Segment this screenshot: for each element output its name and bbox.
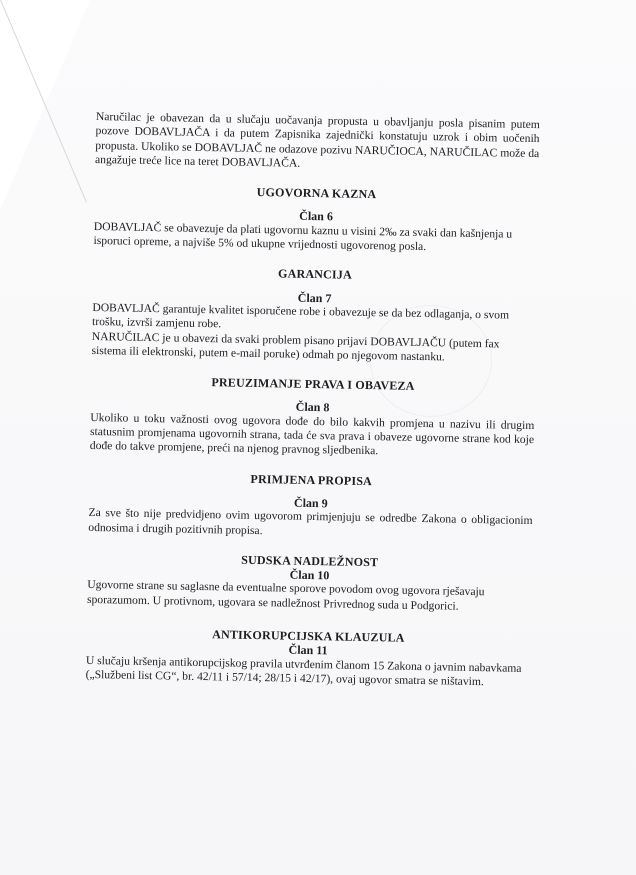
- document-body: [86, 110, 540, 690]
- article-7-paragraph-2: NARUČILAC je u obavezi da svaki problem pisano prijavi DOBAVLJAČU (putem fax sistema ili elektronski, putem e-mail poruke) odmah po njegovom nastanku.: [91, 329, 500, 364]
- section-heading-antikorupcijska: ANTIKORUPCIJSKA KLAUZULA: [212, 627, 405, 645]
- article-10-paragraph: Ugovorne strane su saglasne da eventualne sporove povodom ovog ugovora rješavaju sporazumom. U protivnom, ugovara se nadležnost Privrednog suda u Podgorici.: [86, 578, 485, 613]
- intro-paragraph: Naručilac je obavezan da u slučaju uočavanja propusta u obavljanju posla pisanim putem pozove DOBAVLJAČA i da putem Zapisnika zajednički konstatuju uzrok i obim uočenih propusta. Ukoliko se DOBAVLJAČ ne odazove pozivu NARUČIOCA, NARUČILAC može da angažuje treće lice na teret DOBAVLJAČA.: [94, 110, 540, 170]
- article-8-paragraph: Ukoliko u toku važnosti ovog ugovora dođe do bilo kakvih promjena u nazivu ili drugim statusnim promjenama ugovornih strana, tada će sva prava i obaveze ugovorne strane kod koje dođe do takve promjene, preći na njenog pravnog sljedbenika.: [89, 410, 535, 458]
- section-heading-garancija: GARANCIJA: [277, 266, 353, 283]
- article-title-9: Član 9: [293, 495, 328, 511]
- article-title-10: Član 10: [289, 567, 330, 583]
- section-heading-preuzimanje: PREUZIMANJE PRAVA I OBAVEZA: [211, 375, 415, 394]
- section-heading-ugovorna-kazna: UGOVORNA KAZNA: [256, 185, 377, 202]
- article-title-7: Član 7: [297, 290, 332, 306]
- section-heading-sudska-nadleznost: SUDSKA NADLEŽNOST: [241, 552, 379, 570]
- article-11-paragraph: U slučaju kršenja antikorupcijskog pravila utvrđenim članom 15 Zakona o javnim nabavkama („Službeni list CG“, br. 42/11 i 57/14; 28/15 i 42/17), ovaj ugovor smatra se ništavim.: [85, 653, 522, 689]
- article-7-paragraph-1: DOBAVLJAČ garantuje kvalitet isporučene robe i obavezuje se da bez odlaganja, o svom trošku, izvrši zamjenu robe.: [92, 300, 510, 331]
- article-title-8: Član 8: [295, 400, 330, 415]
- article-title-6: Član 6: [299, 209, 334, 224]
- article-title-11: Član 11: [288, 642, 328, 658]
- article-6-paragraph: DOBAVLJAČ se obavezuje da plati ugovornu kaznu u visini 2‰ za svaki dan kašnjenja u isporuci opreme, a najviše 5% od ukupne vrijednosti ugovorenog posla.: [93, 219, 513, 254]
- article-9-paragraph: Za sve što nije predvidjeno ovim ugovorom primjenjuju se odredbe Zakona o obligacionim odnosima i drugih pozitivnih propisa.: [88, 506, 533, 537]
- section-heading-primjena-propisa: PRIMJENA PROPISA: [250, 471, 373, 488]
